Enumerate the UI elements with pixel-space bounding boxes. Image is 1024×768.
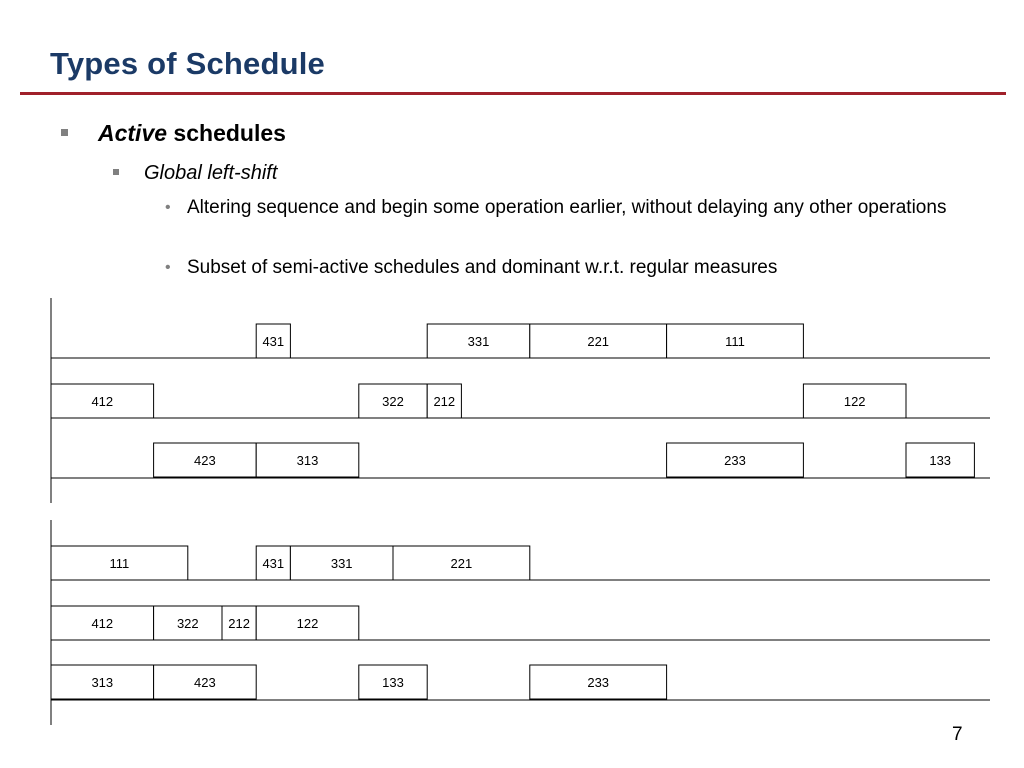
gantt-operation-label: 133 xyxy=(382,675,404,690)
bullet-text: schedules xyxy=(167,120,286,146)
gantt-operation-label: 133 xyxy=(929,453,952,468)
gantt-operation-label: 212 xyxy=(433,394,456,409)
gantt-operation-label: 412 xyxy=(91,394,114,409)
gantt-operation-label: 431 xyxy=(262,334,285,349)
gantt-operation-label: 431 xyxy=(262,556,285,571)
gantt-operation-label: 331 xyxy=(330,556,353,571)
gantt-operation-label: 233 xyxy=(587,675,610,690)
slide-title: Types of Schedule xyxy=(50,46,325,81)
gantt-operation-label: 111 xyxy=(109,556,130,571)
dot-bullet-icon: • xyxy=(165,199,171,216)
gantt-operation-label: 111 xyxy=(725,334,745,349)
bullet-level3-item: Subset of semi-active schedules and dominant w.r.t. regular measures xyxy=(187,257,778,278)
bullet-emphasis: Active xyxy=(98,120,168,146)
bullet-level2: Global left-shift xyxy=(144,162,278,184)
gantt-operation-label: 331 xyxy=(467,334,490,349)
bullet-level3-item: Altering sequence and begin some operation earlier, without delaying any other operations xyxy=(187,197,947,218)
gantt-operation-label: 122 xyxy=(296,616,319,631)
gantt-operation-label: 423 xyxy=(194,453,216,468)
dot-bullet-icon: • xyxy=(165,259,171,276)
gantt-operation-label: 313 xyxy=(91,675,114,690)
gantt-operation-label: 423 xyxy=(194,675,216,690)
gantt-operation-label: 313 xyxy=(296,453,319,468)
gantt-operation-label: 322 xyxy=(382,394,404,409)
gantt-operation-label: 212 xyxy=(228,616,250,631)
gantt-operation-label: 122 xyxy=(843,394,866,409)
gantt-operation-label: 221 xyxy=(587,334,610,349)
gantt-operation-label: 322 xyxy=(176,616,199,631)
gantt-operation-label: 221 xyxy=(450,556,473,571)
gantt-operation-label: 412 xyxy=(91,616,114,631)
gantt-operation-label: 233 xyxy=(724,453,746,468)
page-number: 7 xyxy=(952,724,963,745)
